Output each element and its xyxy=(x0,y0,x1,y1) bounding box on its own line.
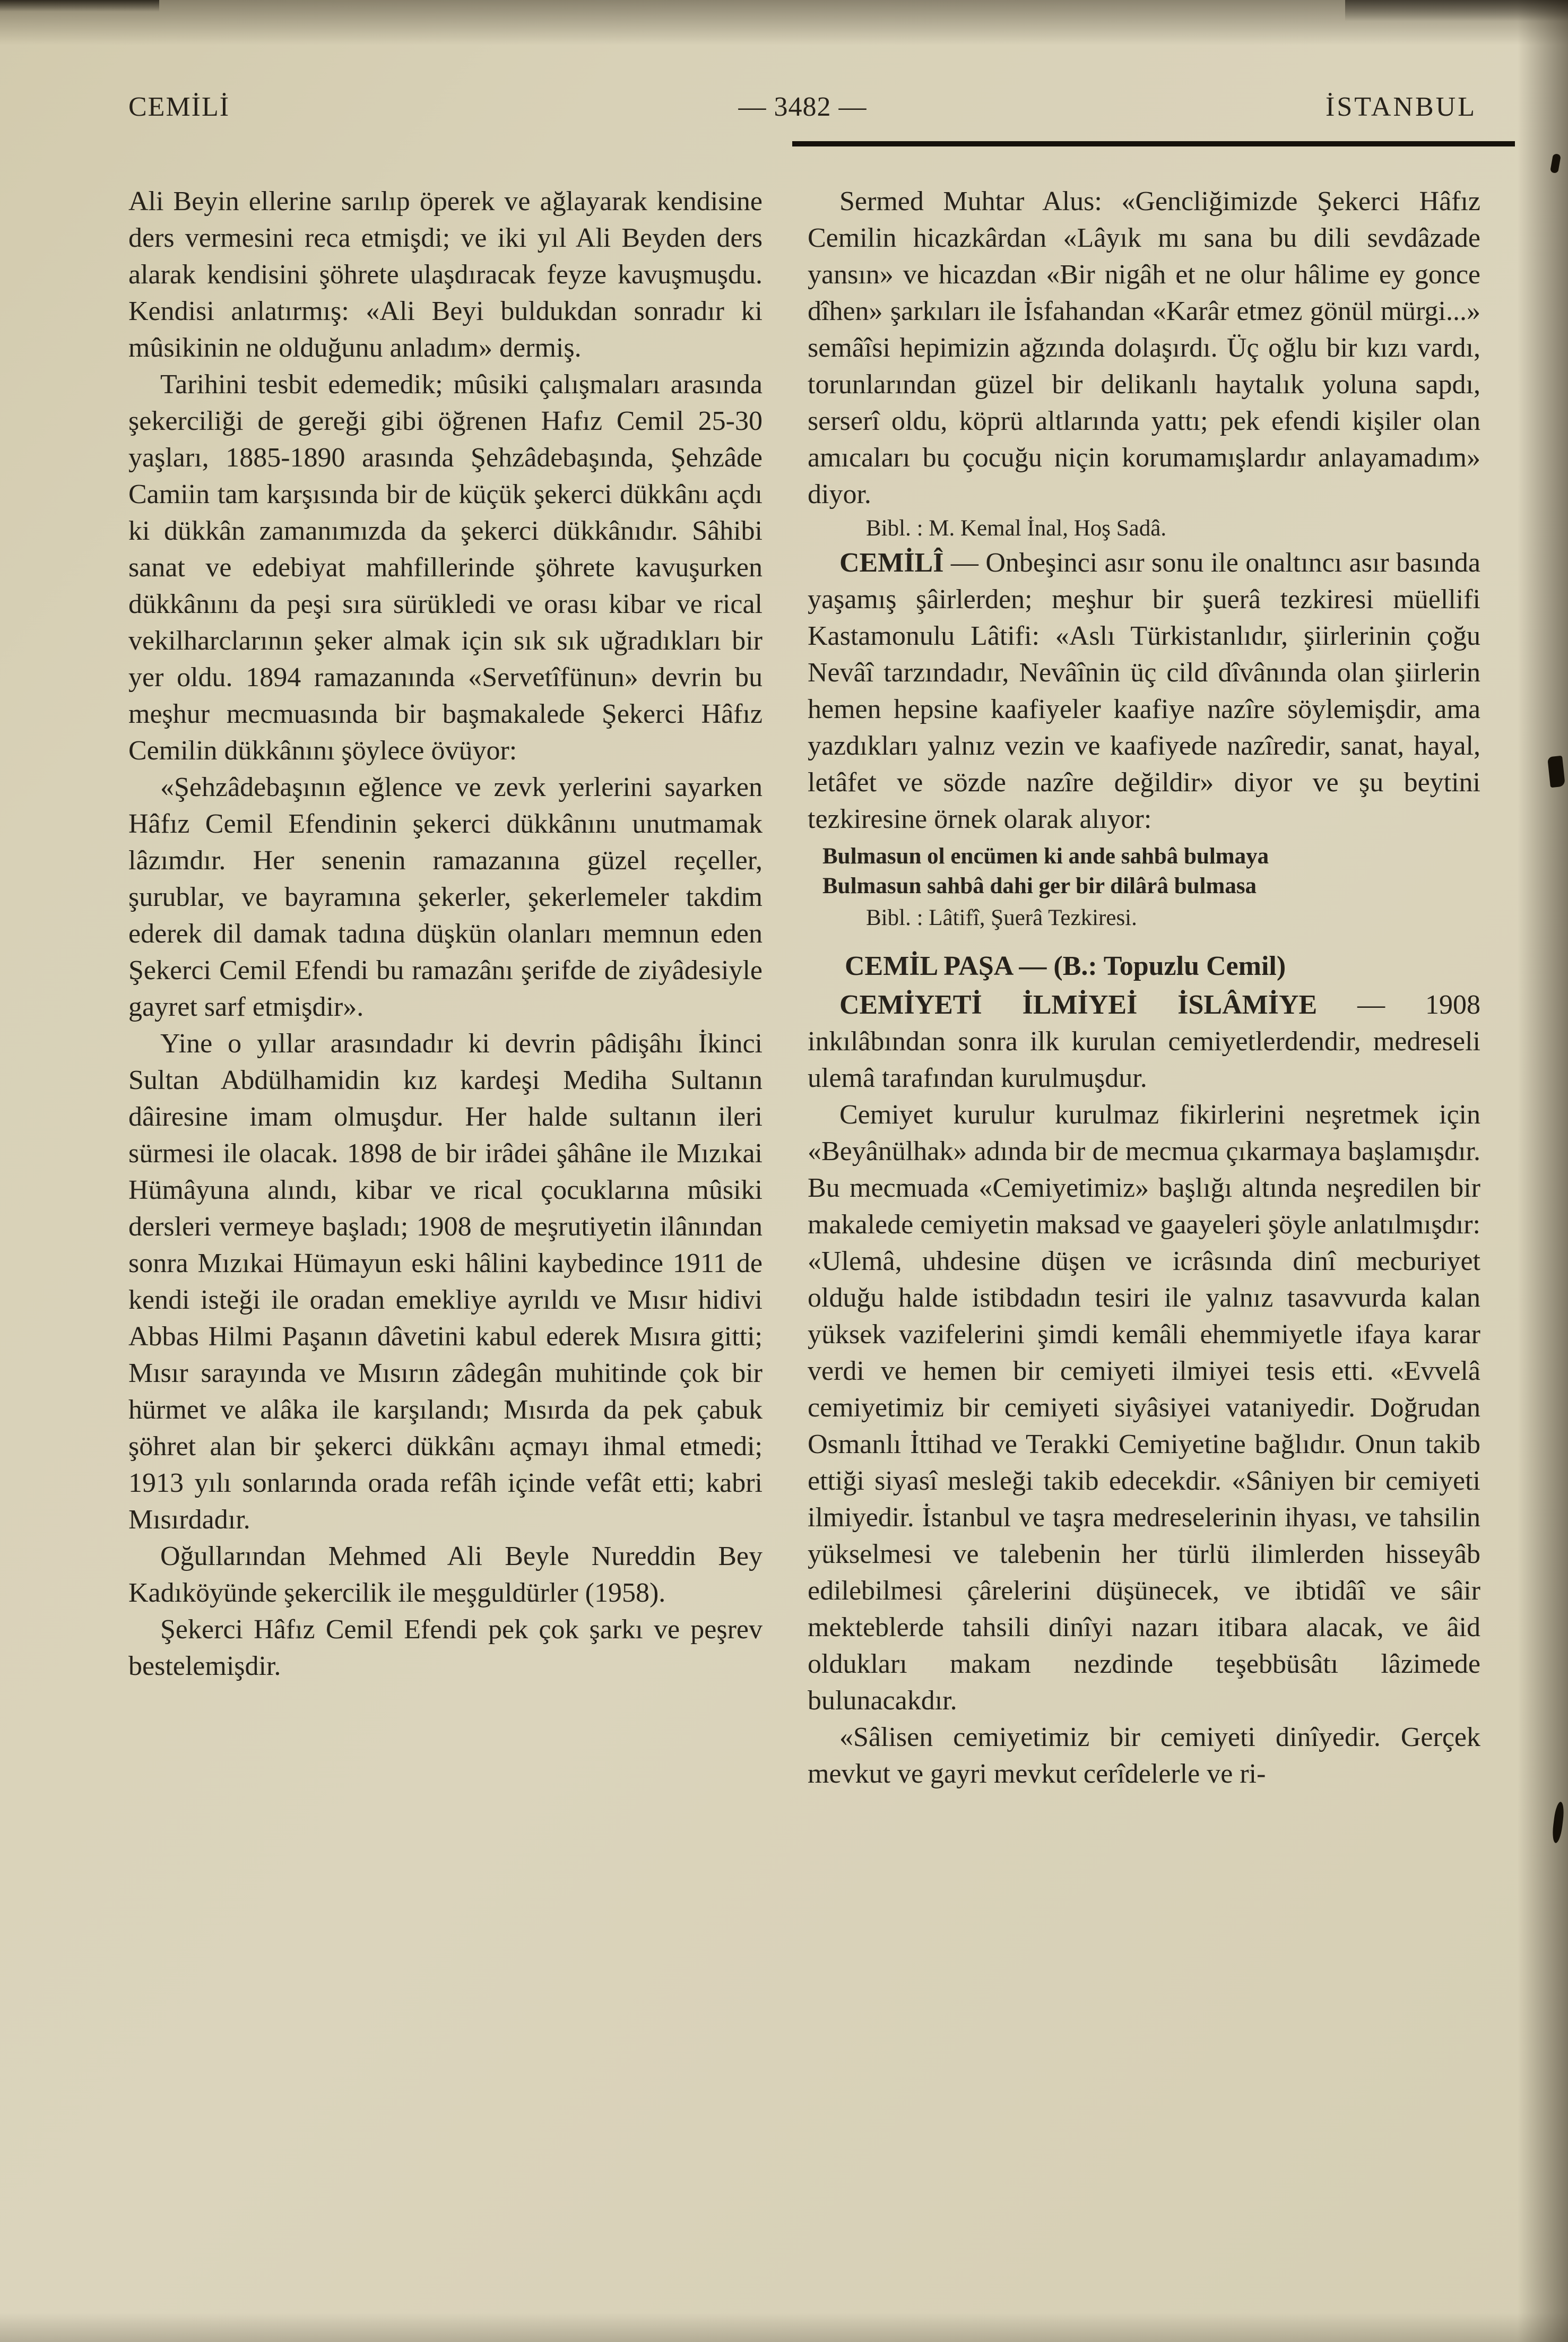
page-header xyxy=(128,91,1477,123)
entry-cemili xyxy=(808,545,1480,837)
entry-cemiyeti-ilmiyei xyxy=(808,987,1480,1096)
scan-shadow-corner xyxy=(0,0,159,12)
entry-text: — 1908 inkılâbından sonra ilk kurulan cemiyetlerdendir, medreseli ulemâ tarafından kurulmuşdur. xyxy=(808,990,1480,1093)
scan-shadow-top xyxy=(0,0,1568,45)
verse-line: Bulmasun ol encümen ki ande sahbâ bulmaya xyxy=(822,844,1269,869)
paragraph: Tarihini tesbit edemedik; mûsiki çalışmaları arasında şekerciliği de gereği gibi öğrenen Hafız Cemil 25-30 yaşları, 1885-1890 arasında Şehzâdebaşında, Şehzâde Camiin tam karşısında bir de küçük şekerci dükkânı açdı ki dükkân zamanımızda da şekerci dükkânıdır. Sâhibi sanat ve edebiyat mahfillerinde şöhrete kavuşurken dükkânını da peşi sıra sürükledi ve orası kibar ve rical vekilharclarının şeker almak için sık sık uğradıkları bir yer oldu. 1894 ramazanında «Servetîfünun» devrin bu meşhur mecmuasında bir başmakalede Şekerci Hâfız Cemilin dükkânını şöylece övüyor: xyxy=(128,369,763,766)
paragraph: Cemiyet kurulur kurulmaz fikirlerini neşretmek için «Beyânülhak» adında bir de mecmua çıkarmaya başlamışdır. Bu mecmuada «Cemiyetimiz» başlığı altında neşredilen bir makalede cemiyetin maksad ve gaayeleri şöyle anlatılmışdır: «Ulemâ, uhdesine düşen ve icrâsında dinî mecburiyet olduğu halde istibdadın tesiri ile yalnız tasavvurda kalan yüksek vazifelerini şimdi kemâli ehemmiyetle ifaya karar verdi ve hemen bir cemiyeti ilmiyei tesis etti. «Evvelâ cemiyetimiz bir cemiyeti siyâsiyei vataniyedir. Doğrudan Osmanlı İttihad ve Terakki Cemiyetine bağlıdır. Onun takib ettiği siyasî mesleği takib edecekdir. «Sâniyen bir cemiyeti ilmiyedir. İstanbul ve taşra medreselerinin ihyası, ve tahsilin yükselmesi ve talebenin her türlü ilimlerden hisseyâb edilebilmesi çârelerini düşünecek, ve ibtidâî ve sâir mekteblerde tahsili dinîyi nazarı itibara alacak, ve âid oldukları makam nezdinde teşebbüsâtı lâzimede bulunacakdır. xyxy=(808,1100,1480,1716)
header-rule xyxy=(792,141,1515,146)
paragraph-continuation: Ali Beyin ellerine sarılıp öperek ve ağlayarak kendisine ders vermesini reca etmişdi; ve iki yıl Ali Beyden ders alarak kendisini şöhrete ulaşdıracak feyze kavuşmuşdu. Kendisi anlatırmış: «Ali Beyi buldukdan sonradır ki mûsikinin ne olduğunu anladım» dermiş. xyxy=(128,186,763,363)
scan-shadow-corner xyxy=(1345,0,1568,21)
page-number: — 3482 — xyxy=(738,92,867,122)
guide-word-left: CEMİLİ xyxy=(128,92,230,122)
ink-mark xyxy=(1547,756,1565,788)
bibliography-note: Bibl. : Lâtifî, Şuerâ Tezkiresi. xyxy=(866,905,1137,930)
paragraph: Şekerci Hâfız Cemil Efendi pek çok şarkı ve peşrev bestelemişdir. xyxy=(128,1614,763,1681)
entry-cemil-pasa-heading: CEMİL PAŞA — (B.: Topuzlu Cemil) xyxy=(845,951,1286,981)
paragraph: «Şehzâdebaşının eğlence ve zevk yerlerini sayarken Hâfız Cemil Efendinin şekerci dükkânını unutmamak lâzımdır. Her senenin ramazanına güzel reçeller, şurublar, ve bayramına şekerler, şekerlemeler takdim ederek dil damak tadına düşkün olanları memnun eden Şekerci Cemil Efendi bu ramazânı şerifde de ziyâdesiyle gayret sarf etmişdir». xyxy=(128,772,763,1022)
scan-shadow-right xyxy=(1518,0,1568,2342)
bibliography-note: Bibl. : M. Kemal İnal, Hoş Sadâ. xyxy=(866,516,1167,541)
paragraph: Sermed Muhtar Alus: «Gencliğimizde Şekerci Hâfız Cemilin hicazkârdan «Lâyık mı sana bu dili sevdâzade yansın» ve hicazdan «Bir nigâh et ne olur hâlime ey gonce dîhen» şarkıları ile İsfahandan «Karâr etmez gönül mürgi...» semâîsi hepimizin ağzında dolaşırdı. Üç oğlu bir kızı vardı, torunlarından güzel bir delikanlı haytalık yoluna sapdı, serserî oldu, köprü altlarında yattı; pek efendi kişiler olan amıcaları bu çocuğu niçin korumamışlardır anlayamadım» diyor. xyxy=(808,186,1480,509)
ink-mark xyxy=(1551,1801,1565,1843)
scan-shadow-bottom xyxy=(0,2313,1568,2342)
entry-title: CEMİLÎ xyxy=(839,548,944,578)
paragraph: «Sâlisen cemiyetimiz bir cemiyeti dinîyedir. Gerçek mevkut ve gayri mevkut cerîdelerle ve ri- xyxy=(808,1722,1480,1789)
ink-mark xyxy=(1550,153,1561,174)
guide-word-right: İSTANBUL xyxy=(1326,92,1477,122)
left-column xyxy=(128,183,763,1792)
entry-title: CEMİYETİ İLMİYEİ İSLÂMİYE xyxy=(839,990,1318,1020)
text-columns xyxy=(128,183,1480,1792)
entry-text: — Onbeşinci asır sonu ile onaltıncı asır basında yaşamış şâirlerden; meşhur bir şuerâ tezkiresi müellifi Kastamonulu Lâtifi: «Aslı Türkistanlıdır, şiirlerinin çoğu Nevâî tarzındadır, Nevâînin üç cild dîvânında olan şiirlerin hemen hepsine kaafiyeler kaafiye nazîre söylemişdir, ama yazdıkları yalnız vezin ve kaafiyede nazîredir, sanat, hayal, letâfet ve sözde nazîre değildir» diyor ve şu beytini tezkiresine örnek olarak alıyor: xyxy=(808,548,1480,834)
verse-couplet xyxy=(822,842,1480,901)
paragraph: Yine o yıllar arasındadır ki devrin pâdişâhı İkinci Sultan Abdülhamidin kız kardeşi Mediha Sultanın dâiresine imam olmuşdur. Her halde sultanın ileri sürmesi ile olacak. 1898 de bir irâdei şâhâne ile Mızıkai Hümâyuna alındı, kibar ve rical çocuklarına mûsiki dersleri vermeye başladı; 1908 de meşrutiyetin ilânından sonra Mızıkai Hümayun eski hâlini kaybedince 1911 de kendi isteği ile oradan emekliye ayrıldı ve Mısır hidivi Abbas Hilmi Paşanın dâvetini kabul ederek Mısıra gitti; Mısır sarayında ve Mısırın zâdegân muhitinde çok bir hürmet ve alâka ile karşılandı; Mısırda da pek çabuk şöhret alan bir şekerci dükkânı açmayı ihmal etmedi; 1913 yılı sonlarında orada refâh içinde vefât etti; kabri Mısırdadır. xyxy=(128,1029,763,1535)
right-column xyxy=(808,183,1480,1792)
verse-line: Bulmasun sahbâ dahi ger bir dilârâ bulmasa xyxy=(822,874,1257,898)
paragraph: Oğullarından Mehmed Ali Beyle Nureddin Bey Kadıköyünde şekercilik ile meşguldürler (1958). xyxy=(128,1541,763,1608)
